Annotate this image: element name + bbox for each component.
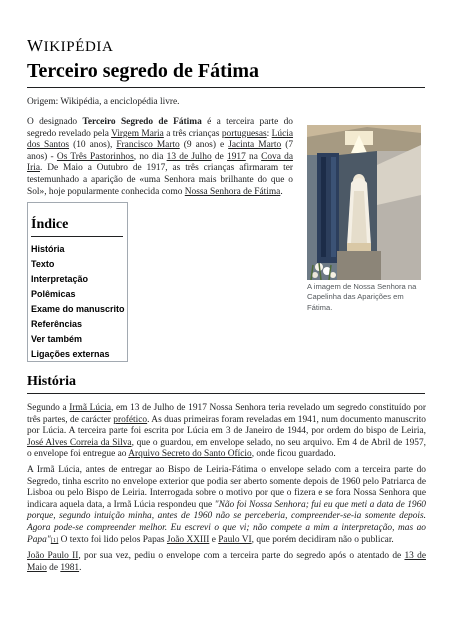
link-joao-paulo-ii[interactable]: João Paulo II [27, 551, 79, 561]
origin-note: Origem: Wikipédia, a enciclopédia livre. [27, 97, 180, 107]
toc-list [31, 242, 127, 362]
page-title: Terceiro segredo de Fátima [27, 60, 259, 82]
intro-paragraph: O designado Terceiro Segredo de Fátima é a terceira parte do segredo revelado pela Virgem Maria a três crianças portuguesas: Lúcia dos Santos (10 anos), Francisco Marto (9 anos) e Jacinta Marto (7 anos) - Os Três Pastorinhos, no dia 13 de Julho de 1917 na Cova da Iria. De Maio a Outubro de 1917, as três crianças afirmaram ter testemunhado a aparição de «uma Senhora mais brilhante do que o Sol», hoje popularmente conhecida como Nossa Senhora de Fátima. [27, 117, 294, 197]
toc-item-referencias[interactable]: Referências [31, 319, 83, 329]
reference-1[interactable]: [1] [50, 536, 59, 544]
title-divider [27, 87, 425, 88]
link-arquivo-secreto[interactable]: Arquivo Secreto do Santo Ofício [128, 449, 252, 460]
toc-title: Índice [31, 217, 123, 237]
link-profetico[interactable]: profético [113, 414, 148, 425]
lucia-quote: "Não foi Nossa Senhora; fui eu que meti a data de 1960 porque, segundo intuição minha, antes de 1960 não se perceberia, compreender-se-ia somente depois. Agora pode-se compreender melhor. Eu escrevi o que vi; não compete a mim a interpretação, mas ao Papa" [27, 499, 426, 545]
link-jose-alves-correia-da-silva[interactable]: José Alves Correia da Silva [27, 437, 132, 448]
link-tres-pastorinhos[interactable]: Os Três Pastorinhos [56, 151, 134, 162]
link-13-de-julho[interactable]: 13 de Julho [166, 151, 212, 162]
toc-item-interpretacao[interactable]: Interpretação [31, 274, 89, 284]
link-portuguesas[interactable]: portuguesas [221, 128, 267, 139]
link-joao-xxiii[interactable]: João XXIII [166, 534, 210, 545]
wikipedia-wordmark[interactable]: WIKIPÉDIA [27, 36, 114, 55]
toc-item-exame-do-manuscrito[interactable]: Exame do manuscrito [31, 304, 125, 314]
link-lucia-dos-santos[interactable]: Lúcia dos Santos [27, 128, 294, 151]
link-nossa-senhora-de-fatima[interactable]: Nossa Senhora de Fátima [184, 186, 281, 197]
link-francisco-marto[interactable]: Francisco Marto [116, 140, 180, 151]
history-paragraph-2: A Irmã Lúcia, antes de entregar ao Bispo de Leiria-Fátima o envelope selado com a terceira parte do Segredo, tinha escrito no envelope exterior que podia ser aberto somente depois de 1960 pelo Patriarca de Lisboa ou pelo Bispo de Leiria. Interrogada sobre o motivo por que o fizera e se fora Nossa Senhora que indicara aquela data, a Irmã Lúcia respondeu que "Não foi Nossa Senhora; fui eu que meti a data de 1960 porque, segundo intuição minha, antes de 1960 não se perceberia, compreender-se-ia somente depois. Agora pode-se compreender melhor. Eu escrevi o que vi; não compete a mim a interpretação, mas ao Papa"[1] O texto foi lido pelos Papas João XXIII e Paulo VI, que porém decidiram não o publicar. [27, 465, 426, 545]
toc-item-texto[interactable]: Texto [31, 259, 55, 269]
toc-item-ligacoes-externas[interactable]: Ligações externas [31, 349, 110, 359]
link-cova-da-iria[interactable]: Cova da Iria [27, 151, 293, 174]
link-jacinta-marto[interactable]: Jacinta Marto [228, 140, 282, 151]
section-divider [27, 393, 425, 394]
toc-item-historia[interactable]: História [31, 244, 65, 254]
figure-caption: A imagem de Nossa Senhora na Capelinha das Aparições em Fátima. [307, 282, 417, 312]
link-1981[interactable]: 1981 [60, 562, 80, 573]
section-heading-historia: História [27, 374, 76, 389]
toc-item-ver-tambem[interactable]: Ver também [31, 334, 83, 344]
link-irma-lucia[interactable]: Irmã Lúcia [69, 403, 111, 413]
link-1917[interactable]: 1917 [227, 151, 246, 162]
statue-photo[interactable] [307, 125, 421, 280]
intro-bold-term: Terceiro Segredo de Fátima [82, 117, 202, 127]
history-paragraph-1: Segundo a Irmã Lúcia, em 13 de Julho de 1917 Nossa Senhora teria revelado um segredo constituído por três partes, de carácter profético. As duas primeiras foram reveladas em 1941, num documento manuscrito por Lúcia. A terceira parte foi escrita por Lúcia em 3 de Janeiro de 1944, por ordem do bispo de Leiria, José Alves Correia da Silva, que o guardou, em envelope selado, no seu arquivo. Em 4 de Abril de 1957, o envelope foi entregue ao Arquivo Secreto do Santo Ofício, onde ficou guardado. [27, 403, 426, 460]
link-virgem-maria[interactable]: Virgem Maria [111, 128, 164, 139]
article-figure [307, 125, 421, 313]
link-paulo-vi[interactable]: Paulo VI [218, 534, 252, 545]
toc-item-polemicas[interactable]: Polêmicas [31, 289, 76, 299]
link-13-de-maio[interactable]: 13 de Maio [27, 551, 426, 573]
history-paragraph-3: João Paulo II, por sua vez, pediu o envelope com a terceira parte do segredo após o atentado de 13 de Maio de 1981. [27, 551, 426, 573]
table-of-contents [27, 202, 128, 362]
